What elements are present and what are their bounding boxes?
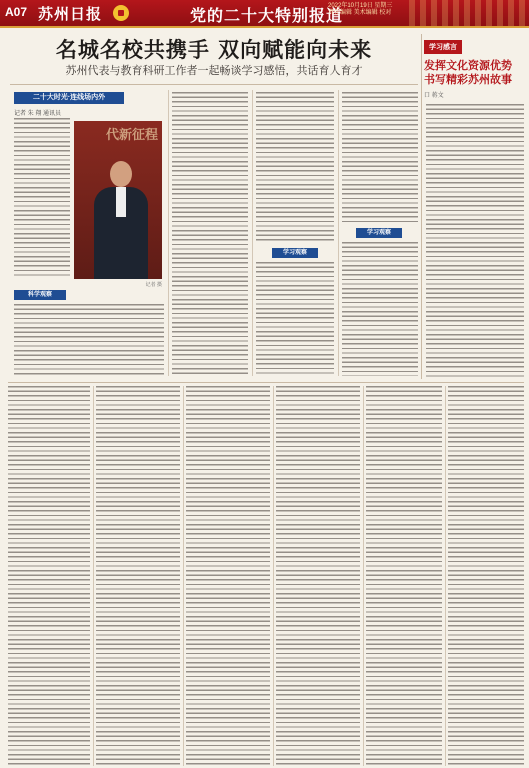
paper-name: 苏州日报 <box>38 5 103 23</box>
section-label-1: 科学观察 <box>14 290 66 300</box>
header-band <box>0 0 529 26</box>
subheadline: 苏州代表与教育科研工作者一起畅谈学习感悟，共话育人育才 <box>65 64 363 77</box>
person-shirt <box>116 187 126 217</box>
article-column <box>186 386 270 766</box>
inset-label: 二十大时光·连线场内外 <box>14 92 124 104</box>
article-column <box>256 262 334 376</box>
article-column <box>172 92 248 376</box>
article-column <box>366 386 442 766</box>
column-rule <box>445 386 446 766</box>
inset-text <box>14 118 70 278</box>
sidebar-author: 口 蒋文 <box>424 93 444 99</box>
column-rule <box>93 386 94 766</box>
fold-rule <box>8 382 524 383</box>
column-rule <box>168 90 169 376</box>
article-column <box>8 386 90 766</box>
column-rule <box>183 386 184 766</box>
skyline-decoration <box>409 0 529 26</box>
article-column <box>448 386 524 766</box>
section-title: 党的二十大特别报道 <box>190 6 344 25</box>
portrait-photo <box>74 121 162 279</box>
section-label-3: 学习观察 <box>356 228 402 238</box>
section-label-2: 学习观察 <box>272 248 318 258</box>
page-number: A07 <box>5 5 28 19</box>
photo-overlay-text: 代新征程 <box>105 128 158 143</box>
photo-caption: 记者 摄 <box>145 282 162 288</box>
column-rule <box>273 386 274 766</box>
inset-byline: 记者 朱 翔 通讯员 <box>14 111 62 117</box>
person-head <box>110 161 132 187</box>
article-column <box>276 386 360 766</box>
sidebar-text <box>426 104 524 378</box>
date-block: 2022年10月19日 星期三 责任编辑 美术编辑 校对 <box>328 3 393 16</box>
column-rule <box>252 90 253 376</box>
article-column <box>342 242 418 376</box>
main-headline: 名城名校共携手 双向赋能向未来 <box>55 37 373 62</box>
headline-rule <box>10 84 418 85</box>
article-column <box>256 92 334 242</box>
sidebar-tag: 学习感言 <box>424 40 462 54</box>
column-rule <box>338 90 339 376</box>
sidebar-title: 发挥文化资源优势 书写精彩苏州故事 <box>424 59 512 86</box>
sidebar-rule <box>421 34 422 379</box>
column-rule <box>363 386 364 766</box>
header-rule <box>0 26 529 28</box>
article-column <box>96 386 180 766</box>
article-text-block <box>14 304 164 376</box>
party-emblem-icon <box>113 5 129 21</box>
article-column <box>342 92 418 222</box>
